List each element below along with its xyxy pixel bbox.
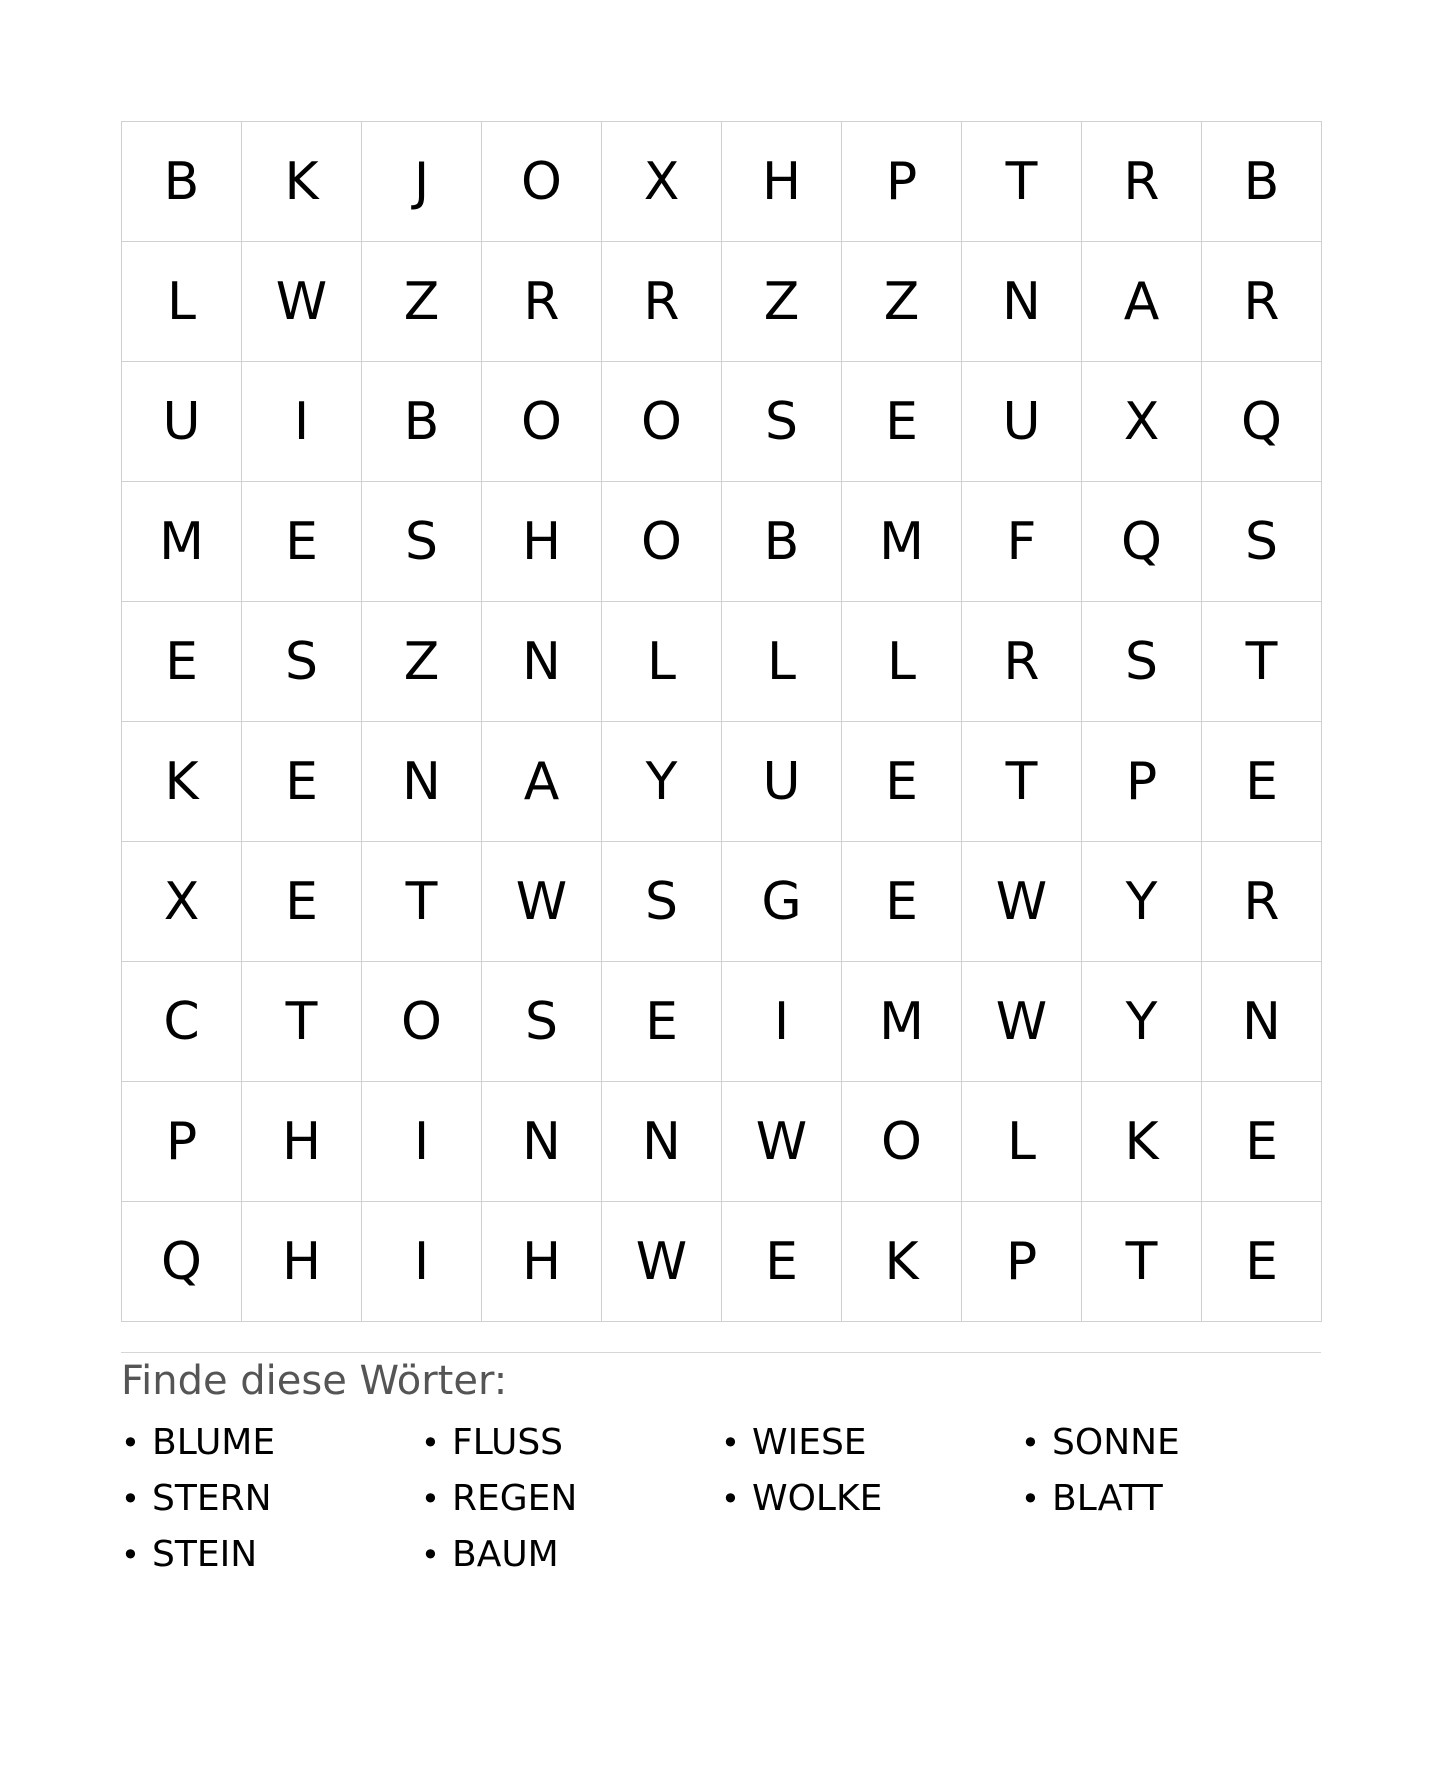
word-list-item (721, 1415, 1021, 1471)
word-list-item (721, 1471, 1021, 1527)
grid-cell[interactable]: M (842, 482, 962, 602)
grid-cell[interactable]: O (602, 362, 722, 482)
grid-cell[interactable]: R (962, 602, 1082, 722)
grid-cell[interactable]: E (242, 722, 362, 842)
grid-cell[interactable]: W (602, 1202, 722, 1322)
grid-cell[interactable]: H (722, 122, 842, 242)
grid-cell[interactable]: I (242, 362, 362, 482)
grid-cell[interactable]: O (482, 122, 602, 242)
grid-cell[interactable]: K (1082, 1082, 1202, 1202)
word-label: STEIN (152, 1534, 258, 1575)
grid-cell[interactable]: N (362, 722, 482, 842)
grid-cell[interactable]: P (842, 122, 962, 242)
grid-cell[interactable]: I (362, 1082, 482, 1202)
grid-cell[interactable]: N (482, 1082, 602, 1202)
grid-cell[interactable]: K (242, 122, 362, 242)
word-label: SONNE (1052, 1422, 1180, 1463)
grid-cell[interactable]: H (242, 1082, 362, 1202)
grid-cell[interactable]: S (1202, 482, 1322, 602)
grid-cell[interactable]: L (722, 602, 842, 722)
grid-cell[interactable]: N (1202, 962, 1322, 1082)
grid-cell[interactable]: S (482, 962, 602, 1082)
grid-cell[interactable]: F (962, 482, 1082, 602)
grid-cell[interactable]: S (1082, 602, 1202, 722)
grid-cell[interactable]: K (842, 1202, 962, 1322)
grid-cell[interactable]: Z (722, 242, 842, 362)
grid-cell[interactable]: J (362, 122, 482, 242)
grid-cell[interactable]: W (962, 962, 1082, 1082)
grid-cell[interactable]: W (242, 242, 362, 362)
grid-cell[interactable]: N (962, 242, 1082, 362)
word-list-item (121, 1415, 421, 1471)
bullet-icon: • (1021, 1480, 1040, 1518)
bullet-icon: • (721, 1480, 740, 1518)
grid-cell[interactable]: P (122, 1082, 242, 1202)
bullet-icon: • (421, 1480, 440, 1518)
grid-cell[interactable]: E (122, 602, 242, 722)
grid-cell[interactable]: E (242, 842, 362, 962)
word-list-item (421, 1527, 721, 1583)
grid-cell[interactable]: L (962, 1082, 1082, 1202)
bullet-icon: • (421, 1536, 440, 1574)
grid-cell[interactable]: E (1202, 1202, 1322, 1322)
grid-cell[interactable]: T (362, 842, 482, 962)
word-label: WOLKE (752, 1478, 883, 1519)
grid-cell[interactable]: Z (362, 602, 482, 722)
word-label: BLATT (1052, 1478, 1163, 1519)
grid-cell[interactable]: U (722, 722, 842, 842)
grid-cell[interactable]: H (242, 1202, 362, 1322)
grid-cell[interactable]: W (722, 1082, 842, 1202)
grid-cell[interactable]: B (722, 482, 842, 602)
grid-cell[interactable]: B (1202, 122, 1322, 242)
grid-cell[interactable]: L (602, 602, 722, 722)
word-label: BAUM (452, 1534, 559, 1575)
grid-cell[interactable]: E (1202, 1082, 1322, 1202)
grid-cell[interactable]: Y (1082, 962, 1202, 1082)
word-list-item (121, 1471, 421, 1527)
grid-cell[interactable]: X (1082, 362, 1202, 482)
grid-cell[interactable]: T (242, 962, 362, 1082)
grid-cell[interactable]: E (842, 722, 962, 842)
word-list-item (421, 1471, 721, 1527)
bullet-icon: • (421, 1424, 440, 1462)
word-search-puzzle (121, 121, 1321, 1583)
word-label: REGEN (452, 1478, 578, 1519)
grid-cell[interactable]: S (242, 602, 362, 722)
word-list-item (721, 1527, 1021, 1583)
grid-cell[interactable]: P (1082, 722, 1202, 842)
word-label: BLUME (152, 1422, 276, 1463)
grid-cell[interactable]: E (722, 1202, 842, 1322)
grid-cell[interactable]: B (122, 122, 242, 242)
grid-cell[interactable]: Z (362, 242, 482, 362)
grid-cell[interactable]: S (362, 482, 482, 602)
grid-cell[interactable]: O (602, 482, 722, 602)
grid-cell[interactable]: R (1082, 122, 1202, 242)
grid-cell[interactable]: R (602, 242, 722, 362)
grid-cell[interactable]: W (962, 842, 1082, 962)
grid-cell[interactable]: Q (1082, 482, 1202, 602)
grid-cell[interactable]: S (722, 362, 842, 482)
letter-grid (121, 121, 1322, 1322)
grid-cell[interactable]: T (962, 122, 1082, 242)
grid-cell[interactable]: B (362, 362, 482, 482)
word-list-item (1021, 1471, 1321, 1527)
grid-cell[interactable]: U (122, 362, 242, 482)
grid-cell[interactable]: S (602, 842, 722, 962)
grid-cell[interactable]: W (482, 842, 602, 962)
grid-cell[interactable]: T (962, 722, 1082, 842)
word-label: STERN (152, 1478, 272, 1519)
grid-cell[interactable]: P (962, 1202, 1082, 1322)
grid-cell[interactable]: M (842, 962, 962, 1082)
grid-cell[interactable]: R (1202, 242, 1322, 362)
word-list-heading: Finde diese Wörter: (121, 1358, 508, 1404)
bullet-icon: • (121, 1424, 140, 1462)
grid-cell[interactable]: M (122, 482, 242, 602)
bullet-icon: • (121, 1536, 140, 1574)
grid-cell[interactable]: H (482, 482, 602, 602)
bullet-icon: • (721, 1424, 740, 1462)
grid-cell[interactable]: O (482, 362, 602, 482)
grid-cell[interactable]: G (722, 842, 842, 962)
word-list-item (421, 1415, 721, 1471)
grid-cell[interactable]: U (962, 362, 1082, 482)
grid-cell[interactable]: Q (122, 1202, 242, 1322)
grid-cell[interactable]: E (602, 962, 722, 1082)
grid-cell[interactable]: I (722, 962, 842, 1082)
grid-cell[interactable]: Y (1082, 842, 1202, 962)
grid-cell[interactable]: I (362, 1202, 482, 1322)
word-list (121, 1415, 1321, 1583)
grid-cell[interactable]: E (842, 842, 962, 962)
grid-cell[interactable]: K (122, 722, 242, 842)
word-label: FLUSS (452, 1422, 564, 1463)
divider (121, 1352, 1321, 1353)
grid-cell[interactable]: L (842, 602, 962, 722)
word-list-item (1021, 1527, 1321, 1583)
grid-cell[interactable]: Y (602, 722, 722, 842)
bullet-icon: • (121, 1480, 140, 1518)
grid-cell[interactable]: N (602, 1082, 722, 1202)
grid-cell[interactable]: O (842, 1082, 962, 1202)
grid-cell[interactable]: C (122, 962, 242, 1082)
word-list-item (1021, 1415, 1321, 1471)
grid-cell[interactable]: E (842, 362, 962, 482)
grid-cell[interactable]: R (482, 242, 602, 362)
grid-cell[interactable]: X (122, 842, 242, 962)
grid-cell[interactable]: E (242, 482, 362, 602)
word-list-item (121, 1527, 421, 1583)
grid-cell[interactable]: O (362, 962, 482, 1082)
grid-cell[interactable]: X (602, 122, 722, 242)
word-label: WIESE (752, 1422, 867, 1463)
grid-cell[interactable]: Z (842, 242, 962, 362)
grid-cell[interactable]: A (482, 722, 602, 842)
grid-cell[interactable]: T (1202, 602, 1322, 722)
grid-cell[interactable]: E (1202, 722, 1322, 842)
grid-cell[interactable]: Q (1202, 362, 1322, 482)
grid-cell[interactable]: N (482, 602, 602, 722)
grid-cell[interactable]: R (1202, 842, 1322, 962)
grid-cell[interactable]: T (1082, 1202, 1202, 1322)
grid-cell[interactable]: L (122, 242, 242, 362)
grid-cell[interactable]: A (1082, 242, 1202, 362)
bullet-icon: • (1021, 1424, 1040, 1462)
grid-cell[interactable]: H (482, 1202, 602, 1322)
